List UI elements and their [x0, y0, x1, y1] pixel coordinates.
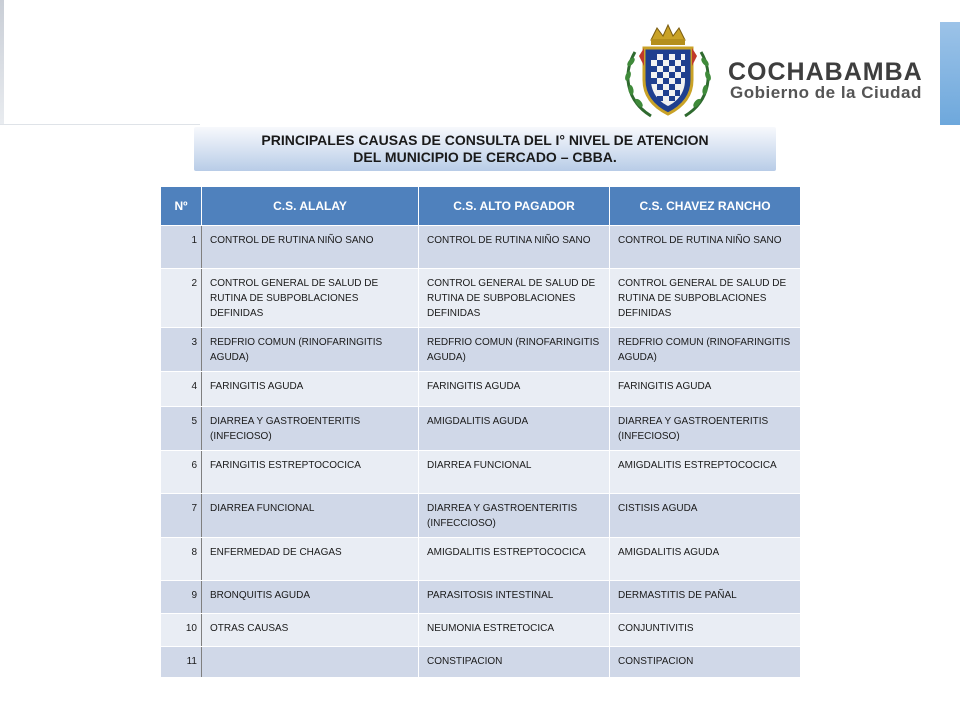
- title-line-2: DEL MUNICIPIO DE CERCADO – CBBA.: [353, 149, 617, 165]
- row-number: 1: [161, 226, 202, 269]
- table-row: [161, 407, 801, 451]
- cell-chavez-rancho: AMIGDALITIS AGUDA: [610, 538, 801, 581]
- table-row: [161, 538, 801, 581]
- cell-alalay: ENFERMEDAD DE CHAGAS: [202, 538, 419, 581]
- cell-alalay: OTRAS CAUSAS: [202, 614, 419, 647]
- row-number: 6: [161, 451, 202, 494]
- table-row: [161, 581, 801, 614]
- row-number: 5: [161, 407, 202, 451]
- row-number: 3: [161, 328, 202, 372]
- cell-alto-pagador: CONTROL DE RUTINA NIÑO SANO: [419, 226, 610, 269]
- table-header-row: [161, 187, 801, 226]
- row-number: 8: [161, 538, 202, 581]
- cell-chavez-rancho: AMIGDALITIS ESTREPTOCOCICA: [610, 451, 801, 494]
- cell-chavez-rancho: REDFRIO COMUN (RINOFARINGITIS AGUDA): [610, 328, 801, 372]
- cell-alalay: FARINGITIS AGUDA: [202, 372, 419, 407]
- cell-alto-pagador: REDFRIO COMUN (RINOFARINGITIS AGUDA): [419, 328, 610, 372]
- table-row: [161, 372, 801, 407]
- cell-chavez-rancho: CONSTIPACION: [610, 647, 801, 678]
- accent-bar: [940, 22, 960, 125]
- cell-chavez-rancho: CONTROL DE RUTINA NIÑO SANO: [610, 226, 801, 269]
- row-number: 2: [161, 269, 202, 328]
- cell-alalay: DIARREA Y GASTROENTERITIS (INFECIOSO): [202, 407, 419, 451]
- cell-alto-pagador: CONSTIPACION: [419, 647, 610, 678]
- logo-subtitle: Gobierno de la Ciudad: [730, 83, 922, 102]
- page-title: [194, 127, 776, 171]
- row-number: 4: [161, 372, 202, 407]
- cell-alto-pagador: AMIGDALITIS ESTREPTOCOCICA: [419, 538, 610, 581]
- cell-alalay: REDFRIO COMUN (RINOFARINGITIS AGUDA): [202, 328, 419, 372]
- cell-alalay: FARINGITIS ESTREPTOCOCICA: [202, 451, 419, 494]
- coat-of-arms-logo: [617, 22, 719, 122]
- causes-table: [160, 186, 800, 678]
- table-row: [161, 494, 801, 538]
- cell-alalay: BRONQUITIS AGUDA: [202, 581, 419, 614]
- column-header-alto-pagador: C.S. ALTO PAGADOR: [419, 187, 610, 226]
- column-header-chavez-rancho: C.S. CHAVEZ RANCHO: [610, 187, 801, 226]
- header-divider: [0, 124, 200, 125]
- column-header-alalay: C.S. ALALAY: [202, 187, 419, 226]
- cell-chavez-rancho: CISTISIS AGUDA: [610, 494, 801, 538]
- cell-alalay: [202, 647, 419, 678]
- left-divider: [0, 0, 4, 125]
- cell-alalay: CONTROL DE RUTINA NIÑO SANO: [202, 226, 419, 269]
- row-number: 11: [161, 647, 202, 678]
- cell-alto-pagador: AMIGDALITIS AGUDA: [419, 407, 610, 451]
- table-row: [161, 647, 801, 678]
- row-number: 10: [161, 614, 202, 647]
- row-number: 7: [161, 494, 202, 538]
- cell-alto-pagador: DIARREA Y GASTROENTERITIS (INFECCIOSO): [419, 494, 610, 538]
- table-row: [161, 614, 801, 647]
- cell-alto-pagador: FARINGITIS AGUDA: [419, 372, 610, 407]
- table-row: [161, 269, 801, 328]
- cell-chavez-rancho: CONJUNTIVITIS: [610, 614, 801, 647]
- cell-chavez-rancho: DIARREA Y GASTROENTERITIS (INFECIOSO): [610, 407, 801, 451]
- title-line-1: PRINCIPALES CAUSAS DE CONSULTA DEL I° NIVEL DE ATENCION: [261, 132, 709, 148]
- cell-alto-pagador: CONTROL GENERAL DE SALUD DE RUTINA DE SUBPOBLACIONES DEFINIDAS: [419, 269, 610, 328]
- cell-alto-pagador: DIARREA FUNCIONAL: [419, 451, 610, 494]
- column-header-number: Nº: [161, 187, 202, 226]
- table-row: [161, 328, 801, 372]
- cell-alalay: CONTROL GENERAL DE SALUD DE RUTINA DE SUBPOBLACIONES DEFINIDAS: [202, 269, 419, 328]
- cell-alalay: DIARREA FUNCIONAL: [202, 494, 419, 538]
- cell-alto-pagador: PARASITOSIS INTESTINAL: [419, 581, 610, 614]
- table-row: [161, 451, 801, 494]
- cell-chavez-rancho: CONTROL GENERAL DE SALUD DE RUTINA DE SUBPOBLACIONES DEFINIDAS: [610, 269, 801, 328]
- cell-alto-pagador: NEUMONIA ESTRETOCICA: [419, 614, 610, 647]
- cell-chavez-rancho: FARINGITIS AGUDA: [610, 372, 801, 407]
- row-number: 9: [161, 581, 202, 614]
- logo-title: COCHABAMBA: [728, 58, 923, 86]
- table-row: [161, 226, 801, 269]
- cell-chavez-rancho: DERMASTITIS DE PAÑAL: [610, 581, 801, 614]
